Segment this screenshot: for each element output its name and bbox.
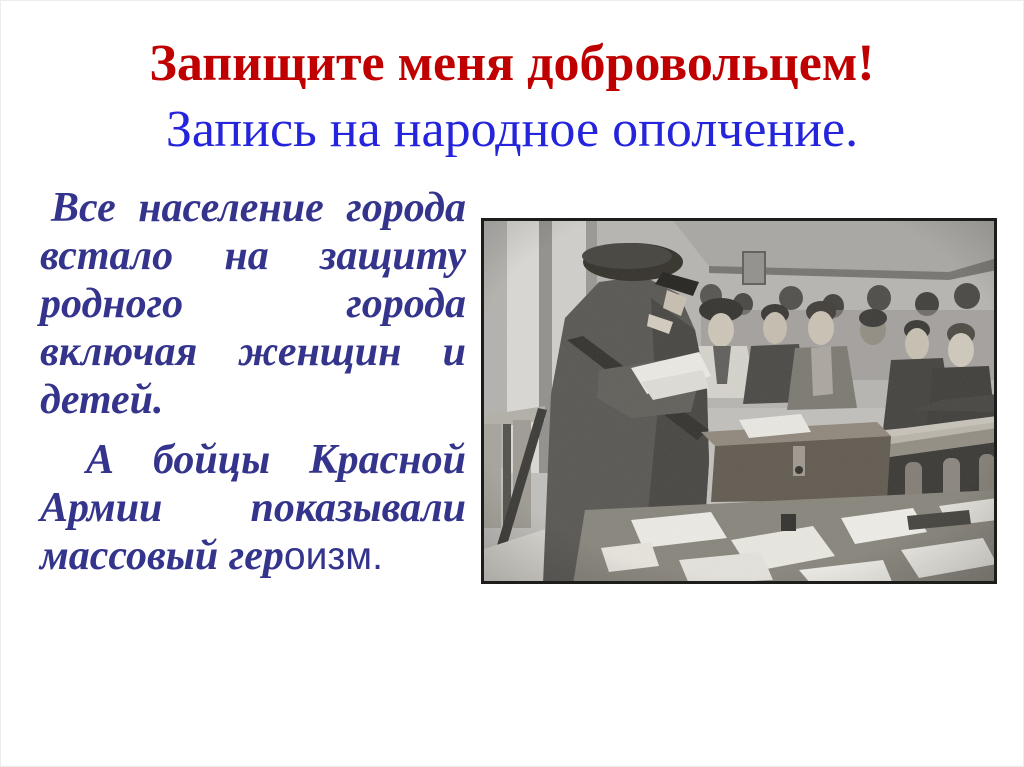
body-line-serif-part: массовый гер [40,533,284,579]
body-line [40,532,466,581]
historic-photo-illustration [481,218,997,584]
volunteer-enrollment-photo [481,218,997,584]
paragraph-red-army-heroism [40,436,466,581]
slide-subtitle: Запись на народное ополчение. [165,101,859,158]
body-line: Все население города [51,185,466,231]
body-line: родного города [40,281,466,327]
slide-title: Запищите меня добровольцем! [149,35,875,92]
body-line: встало на защиту [40,233,466,279]
body-line: детей. [40,377,164,423]
body-text-column [40,184,466,581]
paragraph-city-defense [40,184,466,424]
body-line: Армии показывали [40,485,466,531]
body-line: включая женщин и [40,329,466,375]
body-line: А бойцы Красной [86,437,466,483]
slide-title-block [0,32,1024,160]
body-line-sans-part: оизм. [283,535,383,578]
